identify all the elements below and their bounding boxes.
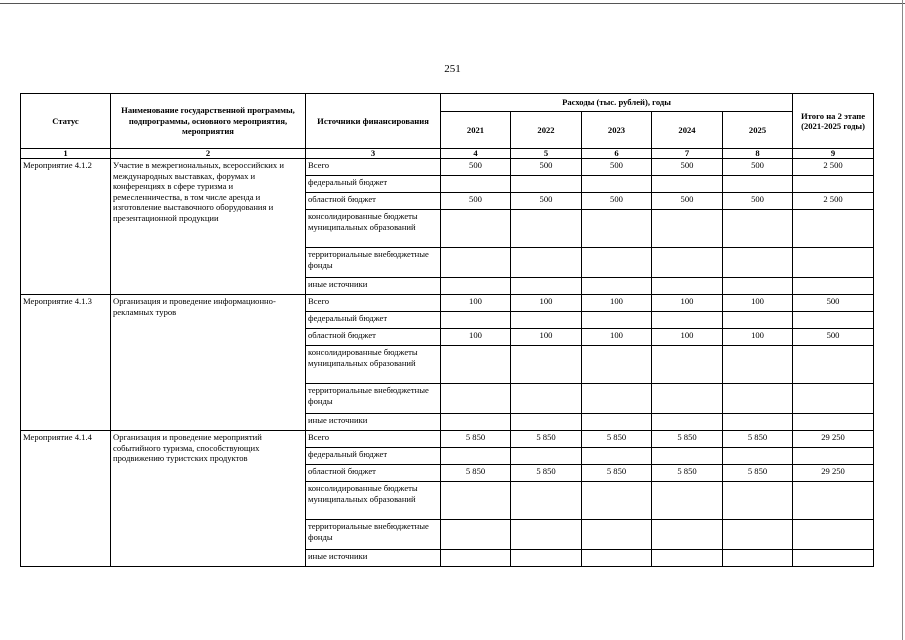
year-value [652, 312, 723, 329]
column-number: 7 [652, 149, 723, 159]
year-value: 500 [582, 193, 652, 210]
year-value [511, 346, 582, 384]
column-number: 6 [582, 149, 652, 159]
page-number: 251 [444, 63, 461, 75]
year-value [441, 482, 511, 520]
funding-source: Всего [306, 295, 441, 312]
year-value [723, 550, 793, 567]
year-value [582, 482, 652, 520]
year-value [652, 482, 723, 520]
funding-source: консолидированные бюджеты муниципальных образований [306, 346, 441, 384]
year-value [582, 520, 652, 550]
year-value [582, 312, 652, 329]
funding-source: иные источники [306, 550, 441, 567]
year-value [511, 278, 582, 295]
header-expenses: Расходы (тыс. рублей), годы [441, 94, 793, 112]
row-total [793, 520, 874, 550]
row-total [793, 414, 874, 431]
year-value [582, 414, 652, 431]
year-value: 5 850 [441, 431, 511, 448]
funding-source: федеральный бюджет [306, 176, 441, 193]
year-value [723, 176, 793, 193]
funding-source: Всего [306, 159, 441, 176]
year-value: 5 850 [582, 431, 652, 448]
year-value [511, 448, 582, 465]
year-value: 5 850 [511, 431, 582, 448]
funding-source: иные источники [306, 414, 441, 431]
year-value: 100 [441, 295, 511, 312]
year-value: 100 [441, 329, 511, 346]
table-row [21, 295, 874, 312]
row-total [793, 346, 874, 384]
year-value: 5 850 [652, 465, 723, 482]
table-row [21, 431, 874, 448]
year-value [441, 520, 511, 550]
row-event-name: Организация и проведение мероприятий событийного туризма, способствующих продвижению туристских продуктов [111, 431, 306, 567]
row-total [793, 482, 874, 520]
year-value [441, 176, 511, 193]
row-status: Мероприятие 4.1.3 [21, 295, 111, 431]
funding-source: федеральный бюджет [306, 312, 441, 329]
year-value: 100 [723, 329, 793, 346]
year-value: 100 [582, 329, 652, 346]
header-year: 2025 [723, 112, 793, 149]
year-value [723, 448, 793, 465]
year-value [652, 176, 723, 193]
funding-source: областной бюджет [306, 465, 441, 482]
year-value [652, 248, 723, 278]
column-number: 4 [441, 149, 511, 159]
year-value [652, 520, 723, 550]
year-value [441, 346, 511, 384]
funding-source: консолидированные бюджеты муниципальных образований [306, 210, 441, 248]
year-value [652, 550, 723, 567]
year-value: 500 [723, 159, 793, 176]
year-value [441, 312, 511, 329]
year-value [582, 210, 652, 248]
row-total [793, 448, 874, 465]
page-top-border [0, 3, 905, 4]
row-status: Мероприятие 4.1.2 [21, 159, 111, 295]
column-number: 3 [306, 149, 441, 159]
year-value: 500 [582, 159, 652, 176]
year-value [652, 384, 723, 414]
year-value: 500 [652, 193, 723, 210]
row-total [793, 210, 874, 248]
row-total [793, 384, 874, 414]
year-value [441, 248, 511, 278]
column-number: 1 [21, 149, 111, 159]
year-value: 500 [441, 193, 511, 210]
year-value: 5 850 [441, 465, 511, 482]
row-total [793, 550, 874, 567]
year-value [652, 414, 723, 431]
year-value [652, 448, 723, 465]
year-value: 5 850 [582, 465, 652, 482]
funding-source: территориальные внебюджетные фонды [306, 248, 441, 278]
year-value [582, 448, 652, 465]
year-value [723, 520, 793, 550]
year-value [723, 384, 793, 414]
year-value: 500 [441, 159, 511, 176]
year-value [511, 248, 582, 278]
year-value [582, 346, 652, 384]
funding-source: областной бюджет [306, 193, 441, 210]
column-number: 2 [111, 149, 306, 159]
year-value: 5 850 [723, 465, 793, 482]
funding-source: консолидированные бюджеты муниципальных образований [306, 482, 441, 520]
year-value [511, 312, 582, 329]
year-value [652, 210, 723, 248]
year-value [652, 278, 723, 295]
row-total: 500 [793, 295, 874, 312]
column-number: 9 [793, 149, 874, 159]
header-name: Наименование государственной программы, подпрограммы, основного мероприятия, мероприятия [111, 94, 306, 149]
year-value [723, 346, 793, 384]
year-value [511, 210, 582, 248]
year-value [723, 312, 793, 329]
row-total: 500 [793, 329, 874, 346]
row-status: Мероприятие 4.1.4 [21, 431, 111, 567]
year-value [441, 210, 511, 248]
row-total [793, 176, 874, 193]
column-number: 8 [723, 149, 793, 159]
funding-source: Всего [306, 431, 441, 448]
year-value: 5 850 [511, 465, 582, 482]
year-value [511, 520, 582, 550]
year-value [582, 278, 652, 295]
funding-source: территориальные внебюджетные фонды [306, 384, 441, 414]
year-value [441, 278, 511, 295]
year-value: 500 [723, 193, 793, 210]
table-body [21, 159, 874, 567]
year-value [511, 550, 582, 567]
year-value [582, 176, 652, 193]
year-value [511, 176, 582, 193]
year-value [582, 550, 652, 567]
year-value [511, 482, 582, 520]
year-value: 100 [652, 329, 723, 346]
funding-source: областной бюджет [306, 329, 441, 346]
year-value [652, 346, 723, 384]
year-value [441, 550, 511, 567]
row-event-name: Участие в межрегиональных, всероссийских и международных выставках, форумах и конференциях в сфере туризма и ремесленничества, в том числе аренда и изготовление выставочного оборудования и презентационной продукции [111, 159, 306, 295]
year-value [723, 482, 793, 520]
year-value: 500 [652, 159, 723, 176]
row-total: 2 500 [793, 159, 874, 176]
funding-source: иные источники [306, 278, 441, 295]
year-value [723, 210, 793, 248]
row-total [793, 312, 874, 329]
row-event-name: Организация и проведение информационно-рекламных туров [111, 295, 306, 431]
page-right-border [902, 0, 903, 640]
funding-source: территориальные внебюджетные фонды [306, 520, 441, 550]
year-value: 100 [582, 295, 652, 312]
column-number: 5 [511, 149, 582, 159]
year-value [511, 414, 582, 431]
year-value [723, 414, 793, 431]
year-value: 5 850 [723, 431, 793, 448]
table-row [21, 159, 874, 176]
year-value: 100 [511, 329, 582, 346]
header-total: Итого на 2 этапе (2021-2025 годы) [793, 94, 874, 149]
header-year: 2021 [441, 112, 511, 149]
year-value [441, 414, 511, 431]
row-total [793, 248, 874, 278]
year-value [582, 248, 652, 278]
funding-source: федеральный бюджет [306, 448, 441, 465]
header-year: 2023 [582, 112, 652, 149]
year-value: 5 850 [652, 431, 723, 448]
year-value [723, 248, 793, 278]
row-total [793, 278, 874, 295]
header-year: 2022 [511, 112, 582, 149]
year-value: 100 [723, 295, 793, 312]
year-value [441, 448, 511, 465]
year-value: 100 [511, 295, 582, 312]
year-value [511, 384, 582, 414]
year-value: 500 [511, 193, 582, 210]
financing-table [20, 93, 874, 567]
year-value [582, 384, 652, 414]
header-sources: Источники финансирования [306, 94, 441, 149]
row-total: 29 250 [793, 465, 874, 482]
row-total: 29 250 [793, 431, 874, 448]
header-year: 2024 [652, 112, 723, 149]
year-value [441, 384, 511, 414]
year-value: 100 [652, 295, 723, 312]
year-value [723, 278, 793, 295]
header-status: Статус [21, 94, 111, 149]
row-total: 2 500 [793, 193, 874, 210]
year-value: 500 [511, 159, 582, 176]
